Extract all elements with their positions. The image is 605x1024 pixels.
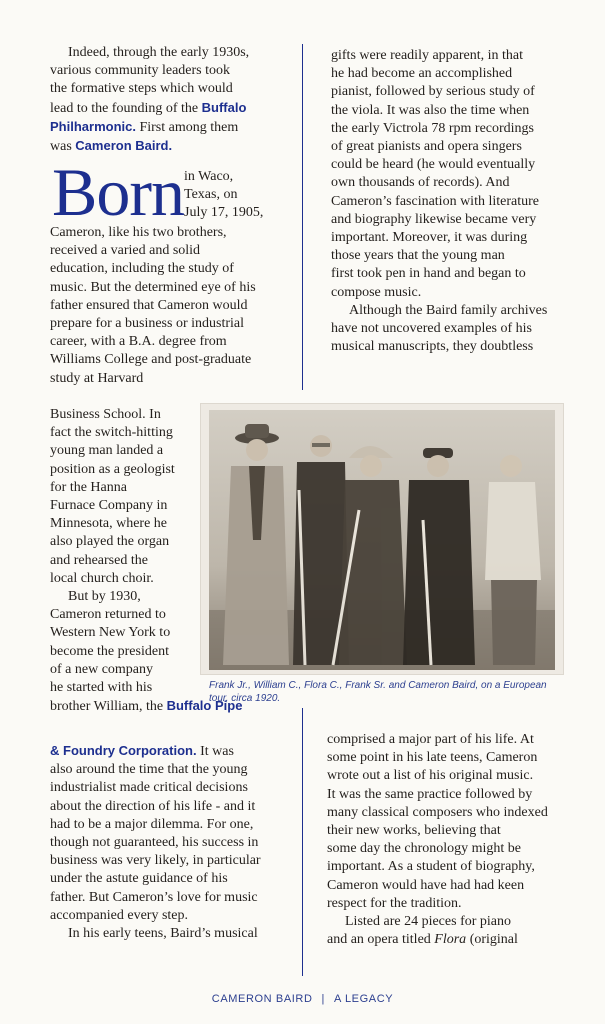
body-line: he started with his	[50, 680, 153, 696]
caption-line: tour, circa 1920.	[209, 693, 281, 704]
body-line: study at Harvard	[50, 370, 144, 386]
body-line: about the direction of his life - and it	[50, 798, 256, 814]
body-line: business was very likely, in particular	[50, 853, 261, 869]
photo-caption	[209, 679, 547, 705]
body-line: of a new company	[50, 661, 154, 677]
column-divider-bottom	[302, 708, 303, 976]
body-line: Indeed, through the early 1930s,	[68, 45, 250, 60]
body-line	[50, 118, 249, 137]
body-text: and an opera titled	[327, 932, 435, 948]
highlight-cameron-baird: Cameron Baird.	[75, 138, 173, 154]
body-line: in Waco,	[184, 169, 234, 184]
body-line: father. But Cameron’s love for music	[50, 889, 258, 905]
page-footer	[0, 993, 605, 1005]
body-line: accompanied every step.	[50, 907, 188, 923]
body-line: and rehearsed the	[50, 552, 148, 568]
body-line: Listed are 24 pieces for piano	[345, 914, 511, 930]
footer-subtitle: A LEGACY	[333, 993, 394, 1005]
body-line: though not guaranteed, his success in	[50, 835, 259, 851]
body-line: Minnesota, where he	[50, 516, 168, 532]
body-line: many classical composers who indexed	[327, 804, 548, 820]
body-line: some day the chronology might be	[327, 841, 522, 857]
body-text: lead to the founding of the	[50, 100, 202, 116]
photo-illustration	[209, 410, 555, 670]
body-line: for the Hanna	[50, 479, 127, 495]
footer-separator: |	[321, 993, 325, 1005]
body-line: music. But the determined eye of his	[50, 279, 256, 295]
body-line: local church choir.	[50, 570, 154, 586]
body-text: First among them	[135, 119, 239, 135]
body-line: Although the Baird family archives	[349, 302, 548, 318]
body-line: But by 1930,	[68, 589, 141, 605]
body-line	[50, 99, 249, 118]
body-line: Texas, on	[184, 187, 238, 203]
body-line: those years that the young man	[331, 248, 505, 264]
right-column-top	[331, 47, 547, 356]
body-line: industrialist made critical decisions	[50, 780, 248, 796]
body-line: he had become an accomplished	[331, 66, 513, 82]
body-line: It was the same practice followed by	[327, 786, 533, 802]
figure-frank-sr	[403, 448, 475, 665]
highlight-buffalo: Buffalo	[201, 99, 247, 115]
body-line: important. Moreover, it was during	[331, 230, 528, 246]
body-line: prepare for a business or industrial	[50, 316, 244, 332]
body-line: Furnace Company in	[50, 498, 168, 514]
body-line: Cameron would have had had keen	[327, 877, 525, 893]
body-line: Cameron, like his two brothers,	[50, 225, 227, 240]
body-line: own thousands of records). And	[331, 175, 510, 191]
caption-line: Frank Jr., William C., Flora C., Frank Sr. and Cameron Baird, on a European	[209, 680, 547, 691]
body-text: brother William, the	[50, 699, 167, 715]
left-column-bottom	[50, 722, 261, 943]
body-line: of great pianists and opera singers	[331, 139, 522, 155]
body-line: compose music.	[331, 284, 422, 300]
body-line: comprised a major part of his life. At	[327, 732, 534, 747]
body-line: Cameron returned to	[50, 607, 166, 623]
body-line: gifts were readily apparent, in that	[331, 48, 524, 63]
body-line: could be heard (he would eventually	[331, 157, 536, 173]
body-line: various community leaders took	[50, 63, 231, 79]
body-line: had to be a major dilemma. For one,	[50, 816, 254, 832]
body-line: have not uncovered examples of his	[331, 321, 532, 337]
highlight-philharmonic: Philharmonic.	[50, 118, 136, 134]
body-line	[50, 742, 261, 761]
body-line: pianist, followed by serious study of	[331, 84, 535, 100]
body-line: career, with a B.A. degree from	[50, 334, 227, 350]
body-line: and biography likewise became very	[331, 211, 537, 227]
body-line: also played the organ	[50, 534, 170, 550]
body-line: important. As a student of biography,	[327, 859, 535, 875]
body-line: position as a geologist	[50, 461, 175, 477]
body-line: fact the switch-hitting	[50, 425, 173, 441]
body-line: the formative steps which would	[50, 81, 233, 97]
body-line: Williams College and post-graduate	[50, 352, 252, 368]
photo-frame	[200, 403, 564, 675]
body-line: young man landed a	[50, 443, 164, 459]
body-line: also around the time that the young	[50, 762, 248, 778]
body-line: the early Victrola 78 rpm recordings	[331, 120, 534, 136]
dropcap-born: Born	[52, 154, 184, 230]
left-column-intro	[50, 44, 249, 156]
left-column-middle	[50, 224, 256, 388]
body-line	[327, 931, 548, 949]
body-line: the viola. It was also the time when	[331, 102, 530, 118]
highlight-buffalo-pipe: Buffalo Pipe	[166, 698, 243, 714]
footer-title: CAMERON BAIRD	[211, 993, 313, 1005]
body-line: musical manuscripts, they doubtless	[331, 339, 534, 355]
body-line: respect for the tradition.	[327, 895, 462, 911]
body-line: Western New York to	[50, 625, 171, 641]
body-line: under the astute guidance of his	[50, 871, 228, 887]
body-text: It was	[196, 744, 234, 759]
body-line: some point in his late teens, Cameron	[327, 750, 538, 766]
body-line: July 17, 1905,	[184, 205, 264, 221]
body-line: received a varied and solid	[50, 243, 201, 259]
body-line: In his early teens, Baird’s musical	[68, 926, 258, 942]
body-text: was	[50, 139, 76, 155]
right-column-bottom	[327, 731, 548, 949]
figure-cameron-baird	[485, 455, 541, 665]
column-divider-top	[302, 44, 303, 390]
body-line: Business School. In	[50, 407, 161, 422]
body-line: Cameron’s fascination with literature	[331, 193, 539, 209]
body-line: first took pen in hand and began to	[331, 266, 526, 282]
body-line: become the president	[50, 643, 169, 659]
body-text: (original	[466, 932, 518, 948]
body-line: wrote out a list of his original music.	[327, 768, 534, 784]
family-photograph	[209, 410, 555, 670]
highlight-foundry-corporation: & Foundry Corporation.	[50, 743, 197, 758]
body-line: father ensured that Cameron would	[50, 297, 248, 313]
opera-title-flora: Flora	[434, 932, 467, 948]
body-line: their new works, believing that	[327, 823, 501, 839]
born-beside-dropcap	[184, 168, 263, 223]
body-line: education, including the study of	[50, 261, 234, 277]
